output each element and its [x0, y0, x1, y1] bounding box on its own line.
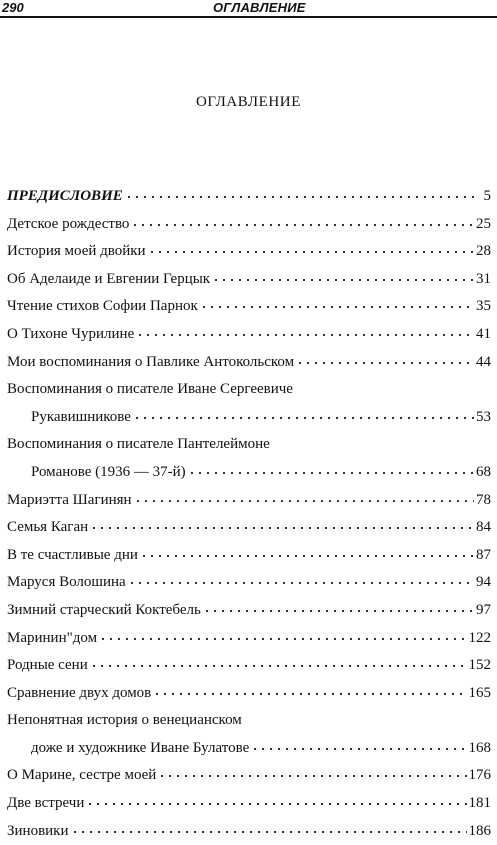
toc-entry-page-number: 165	[468, 684, 491, 701]
toc-entry-page-number: 41	[476, 325, 491, 342]
toc-entry-page-number: 28	[476, 243, 491, 260]
toc-entry	[7, 762, 491, 790]
toc-entry-page-number: 53	[476, 408, 491, 425]
toc-entry-title: О Марине, сестре моей	[7, 767, 157, 784]
dot-leader	[133, 416, 474, 420]
toc-entry-line	[7, 625, 491, 653]
dot-leader	[99, 637, 466, 641]
toc-entry-line	[7, 376, 491, 404]
running-title: ОГЛАВЛЕНИЕ	[213, 0, 306, 15]
toc-entry-title: Маруся Волошина	[7, 574, 126, 591]
toc-entry-line	[7, 652, 491, 680]
toc-entry-line	[7, 431, 491, 459]
toc-entry	[7, 431, 491, 486]
toc-entry	[7, 707, 491, 762]
toc-entry-title: Семья Каган	[7, 519, 89, 536]
toc-entry	[7, 376, 491, 431]
dot-leader	[134, 499, 474, 503]
toc-entry-title: Родные сени	[7, 657, 88, 674]
toc-entry-title: Воспоминания о писателе Иване Сергеевиче	[7, 381, 293, 398]
toc-entry-line	[7, 762, 491, 790]
toc-entry-title: Мариэтта Шагинян	[7, 491, 132, 508]
toc-entry-page-number: 186	[468, 822, 491, 839]
dot-leader	[128, 581, 474, 585]
dot-leader	[86, 802, 466, 806]
dot-leader	[212, 278, 474, 282]
toc-entry-line	[7, 266, 491, 294]
toc-entry-page-number: 122	[468, 629, 491, 646]
toc-entry-title: В те счастливые дни	[7, 546, 138, 563]
toc-entry	[7, 625, 491, 653]
toc-entry-line	[7, 597, 491, 625]
toc-entry-page-number: 181	[468, 795, 491, 812]
toc-entry	[7, 652, 491, 680]
toc-entry-title: История моей двойки	[7, 243, 146, 260]
toc-entry-title: Воспоминания о писателе Пантелеймоне	[7, 436, 270, 453]
dot-leader	[296, 361, 474, 365]
toc-entry-title: Сравнение двух домов	[7, 684, 152, 701]
toc-entry-title: Маринин"дом	[7, 629, 98, 646]
toc-entry-line	[7, 514, 491, 542]
toc-entry	[7, 266, 491, 294]
toc-entry-line	[7, 211, 491, 239]
dot-leader	[90, 526, 474, 530]
dot-leader	[136, 333, 474, 337]
toc-entry-line	[7, 404, 491, 432]
toc-entry-page-number: 78	[476, 491, 491, 508]
toc-entry	[7, 321, 491, 349]
toc-entry	[7, 569, 491, 597]
toc-entry-title: Чтение стихов Софии Парнок	[7, 298, 198, 315]
toc-entry	[7, 680, 491, 708]
toc-entry-title: О Тихоне Чурилине	[7, 325, 135, 342]
dot-leader	[251, 747, 466, 751]
dot-leader	[125, 195, 475, 199]
toc-entry-page-number: 68	[476, 463, 491, 480]
toc-entry-page-number: 31	[476, 270, 491, 287]
toc-entry-page-number: 168	[468, 739, 491, 756]
dot-leader	[153, 692, 466, 696]
toc-entry-page-number: 25	[476, 215, 491, 232]
toc-entry-line	[7, 569, 491, 597]
toc-entry-line	[7, 238, 491, 266]
toc-entry	[7, 211, 491, 239]
toc-entry	[7, 487, 491, 515]
toc-entry-line	[7, 790, 491, 818]
toc-entry-title: Зимний старческий Коктебель	[7, 601, 201, 618]
dot-leader	[200, 305, 474, 309]
toc-entry-line	[7, 542, 491, 570]
toc-entry	[7, 542, 491, 570]
toc-entry-line	[7, 487, 491, 515]
dot-leader	[203, 609, 474, 613]
toc-entry-page-number: 97	[476, 601, 491, 618]
toc-entry	[7, 293, 491, 321]
toc-entry	[7, 183, 491, 211]
toc-entry-line	[7, 321, 491, 349]
page-number: 290	[2, 0, 24, 15]
toc-entry	[7, 818, 491, 845]
toc-entry-line	[7, 293, 491, 321]
toc-entry-title: Романове (1936 — 37-й)	[31, 463, 186, 480]
toc-entry-title: Рукавишникове	[31, 408, 131, 425]
toc-entry-line	[7, 459, 491, 487]
toc-entry-page-number: 87	[476, 546, 491, 563]
toc-entry-page-number: 35	[476, 298, 491, 315]
toc-entry-line	[7, 818, 491, 845]
toc-entry	[7, 790, 491, 818]
toc-entry-line	[7, 680, 491, 708]
toc-entry-page-number: 176	[468, 767, 491, 784]
toc-entry-title: Детское рождество	[7, 215, 130, 232]
toc-entry-line	[7, 183, 491, 211]
toc-entry	[7, 238, 491, 266]
dot-leader	[71, 830, 467, 834]
toc-entry-page-number: 84	[476, 519, 491, 536]
dot-leader	[148, 250, 474, 254]
toc-entry-title: доже и художнике Иване Булатове	[31, 739, 250, 756]
toc-entry-page-number: 152	[468, 657, 491, 674]
toc-entry-title: Зиновики	[7, 822, 69, 839]
toc-entry	[7, 349, 491, 377]
dot-leader	[140, 554, 474, 558]
toc-entry-title: Непонятная история о венецианском	[7, 712, 242, 729]
table-of-contents	[7, 183, 491, 845]
dot-leader	[90, 664, 467, 668]
toc-entry-title: Две встречи	[7, 795, 85, 812]
toc-entry-line	[7, 707, 491, 735]
toc-entry-title: ПРЕДИСЛОВИЕ	[7, 188, 123, 204]
running-header	[0, 0, 497, 18]
toc-entry	[7, 514, 491, 542]
toc-entry-page-number: 5	[483, 188, 491, 204]
toc-entry-title: Мои воспоминания о Павлике Антокольском	[7, 353, 295, 370]
toc-entry	[7, 597, 491, 625]
dot-leader	[158, 774, 466, 778]
toc-entry-title: Об Аделаиде и Евгении Герцык	[7, 270, 211, 287]
dot-leader	[131, 223, 474, 227]
toc-title: ОГЛАВЛЕНИЕ	[196, 94, 301, 110]
dot-leader	[188, 471, 474, 475]
toc-entry-page-number: 94	[476, 574, 491, 591]
toc-entry-line	[7, 735, 491, 763]
toc-entry-page-number: 44	[476, 353, 491, 370]
toc-entry-line	[7, 349, 491, 377]
